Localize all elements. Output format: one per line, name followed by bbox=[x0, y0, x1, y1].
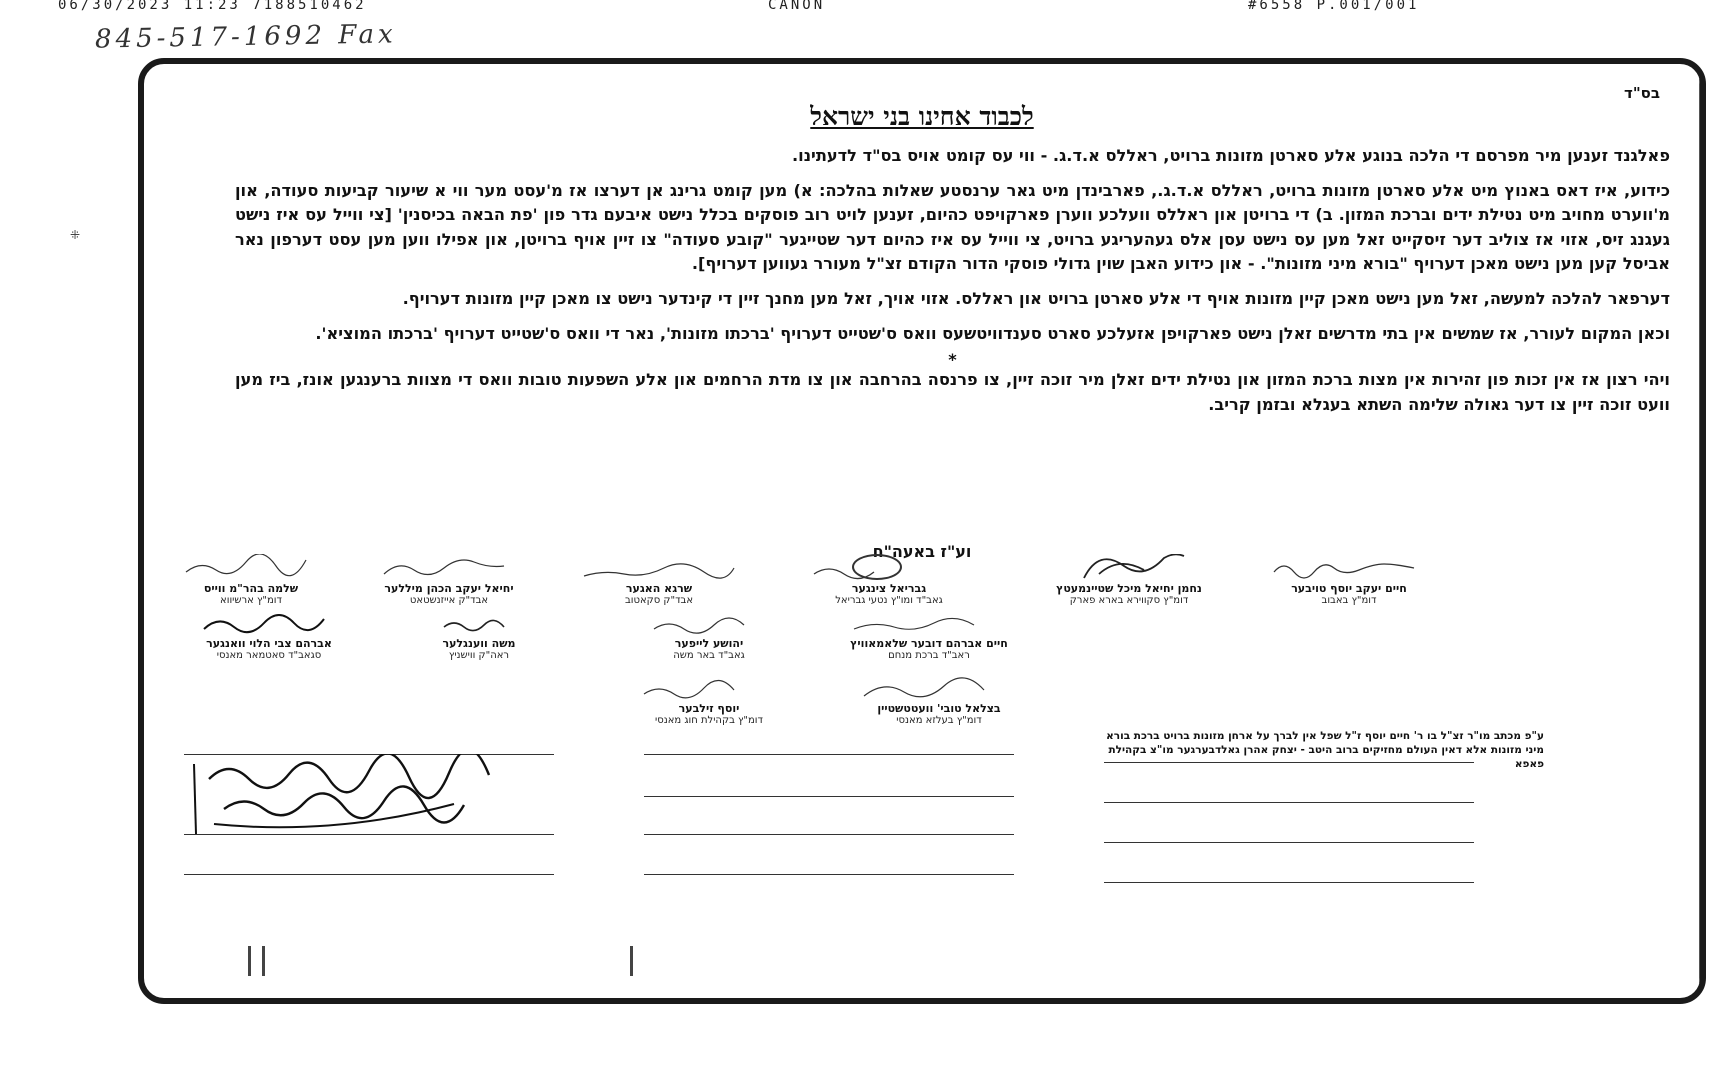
document-card bbox=[138, 58, 1706, 1004]
signature-wagner: אברהם צבי הלוי וואנגער סגאב"ד סאטמאר מאנסי bbox=[154, 609, 384, 661]
paragraph-intro: פאלגנד זענען מיר מפרסם די הלכה בנוגע אלע סארטן מזונות ברויט, ראללס א.ד.ג. - ווי עס קומט אויס בס"ד לדעתינו. bbox=[792, 146, 1670, 165]
signature-line bbox=[184, 874, 554, 875]
handwritten-signature bbox=[814, 609, 1044, 637]
signature-hager: שרגא האגער אבד"ק סקאטוב bbox=[544, 554, 774, 606]
paragraph-reasons: כידוע, איז דאס באנוץ מיט אלע סארטן מזונות ברויט, ראללס א.ד.ג., פארבינדן מיט גאר ערנסטע שאלות בהלכה: א) מען קומט גרינג אן דערצו אז מ'עסט מער ווי א שיעור קביעות סעודה, און מ'ווערט מחויב מיט נטילת ידים וברכת המזון. ב) די ברויטן און ראללס וועלכע ווערן פארקויפט כהיום, זענען לויט רוב פוסקים בכלל נישט איבעם גדר פון 'פת הבאה בכיסנין' [צי ווייל עס איז נישט געגנג זיס, אזוי אז צוליב דער זיסקייט זאל מען עס נישט עסן אלס געהעריגע ברויט, צי ווייל עס איז כהיום דער שטייגער "קובע סעודה" צו זיין אויף ברויטן, און אפילו ווען מען עסט דערפון נאר אביסל קען מען נישט מאכן דערויף "בורא מיני מזונות". - און כידוע האבן שוין גדולי פוסקי הדור הקודם זצ"ל מעורר געווען דערויף]. bbox=[235, 180, 1670, 274]
signature-leifer: יהושע לייפער גאב"ד באר משה bbox=[594, 609, 824, 661]
signature-zinger: גבריאל צינגער גאב"ד ומו"ץ נטעי גבריאל bbox=[774, 554, 1004, 606]
signature-line bbox=[1104, 762, 1474, 763]
paragraph-blessing: ויהי רצון אז אין זכות פון זהירות אין מצות ברכת המזון און נטילת ידים זאלן מיר זוכה זיין, צו פרנסה בהרחבה און צו מדת הרחמים און אלע השפעות טובות וואס די מצוות ברענגען אונז, ביז מען וועט זוכה זיין צו דער גאולה שלימה השתא בעגלא ובזמן קריב. bbox=[235, 370, 1670, 414]
signature-wechtenstein: בצלאל טובי' וועטטשטיין דומ"ץ בעלזא מאנסי bbox=[824, 674, 1054, 726]
signature-line bbox=[644, 796, 1014, 797]
signature-shlomovitz: חיים אברהם דובער שלאמאוויץ ראב"ד ברכת מנחם bbox=[814, 609, 1044, 661]
signature-miller: יחיאל יעקב הכהן מיללער אבד"ק אייזנשטאט bbox=[334, 554, 564, 606]
handwritten-signature bbox=[594, 609, 824, 637]
paragraph-ruling: דערפאר להלכה למעשה, זאל מען נישט מאכן קיין מזונות אויף די אלע סארטן ברויט און ראללס. אזוי אויך, זאל מען מחנך זיין די קינדער נישט צו מאכן קיין מזונות דערויף. bbox=[402, 288, 1670, 308]
signature-zilber: יוסף זילבער דומ"ץ בקהילת חוג מאנסי bbox=[594, 674, 824, 726]
desk-edge bbox=[630, 946, 633, 976]
margin-mark: ⁜ bbox=[70, 228, 81, 242]
separator-star: * bbox=[948, 350, 957, 370]
handwritten-signature bbox=[544, 554, 774, 582]
fax-page-number: #6558 P.001/001 bbox=[1248, 0, 1420, 13]
handwritten-signature bbox=[334, 554, 564, 582]
handwritten-signature bbox=[824, 674, 1054, 702]
document-title: לכבוד אחינו בני ישראל bbox=[810, 102, 1034, 131]
signature-line bbox=[644, 834, 1014, 835]
paragraph-shamashim: וכאן המקום לעורר, אז שמשים אין בתי מדרשים זאלן נישט פארקויפן אזעלכע סארט סענדוויטשעס וואס ס'שטייט דערויף 'ברכתו מזונות', נאר די וואס ס'שטייט דערויף 'ברכתו המוציא'. bbox=[315, 323, 1670, 343]
signature-wengler: משה ווענגלער ראה"ק ווישניץ bbox=[364, 609, 594, 661]
signature-line bbox=[644, 874, 1014, 875]
signature-weiss: שלמה בהר"מ ווייס דומ"ץ ארשיווא bbox=[138, 554, 366, 606]
document-body bbox=[235, 144, 1670, 427]
signature-line bbox=[1104, 882, 1474, 883]
stamp-seal bbox=[852, 554, 902, 580]
desk-edge bbox=[262, 946, 265, 976]
handwritten-signature bbox=[138, 554, 366, 582]
signature-line bbox=[1104, 842, 1474, 843]
desk-edge bbox=[248, 946, 251, 976]
large-handwritten-signature bbox=[184, 754, 604, 874]
signature-toyber: חיים יעקב יוסף טויבער דומ"ץ באבוב bbox=[1234, 554, 1464, 606]
signature-line bbox=[644, 754, 1014, 755]
handwritten-signature bbox=[594, 674, 824, 702]
handwritten-fax-number: 845-517-1692 Fax bbox=[94, 19, 397, 55]
closing-line: וע"ז באעה"ח bbox=[872, 542, 972, 561]
fax-device: CANON bbox=[768, 0, 826, 13]
fax-datetime: 06/30/2023 11:23 7188510462 bbox=[58, 0, 367, 13]
signature-steinmetz: נחמן יחיאל מיכל שטיינמעטץ דומ"ץ סקווירא בארא פארק bbox=[1014, 554, 1244, 606]
handwritten-signature bbox=[1014, 554, 1244, 582]
endorsement-note: ע"פ מכתב מו"ר זצ"ל בו ר' חיים יוסף ז"ל שפל אין לברך על ארחן מזונות ברויט ברכת בורא מיני מזונות אלא דאין העולם מחזיקים ברוב היטב - יצחק אהרן גאלדבערגער מו"צ בקהילת פאפא bbox=[1106, 730, 1544, 770]
signature-line bbox=[1104, 802, 1474, 803]
handwritten-signature bbox=[774, 554, 1004, 582]
handwritten-signature bbox=[154, 609, 384, 637]
handwritten-signature bbox=[364, 609, 594, 637]
fax-header bbox=[0, 0, 1728, 18]
handwritten-signature bbox=[1234, 554, 1464, 582]
bsd-mark: בס"ד bbox=[1624, 84, 1660, 102]
